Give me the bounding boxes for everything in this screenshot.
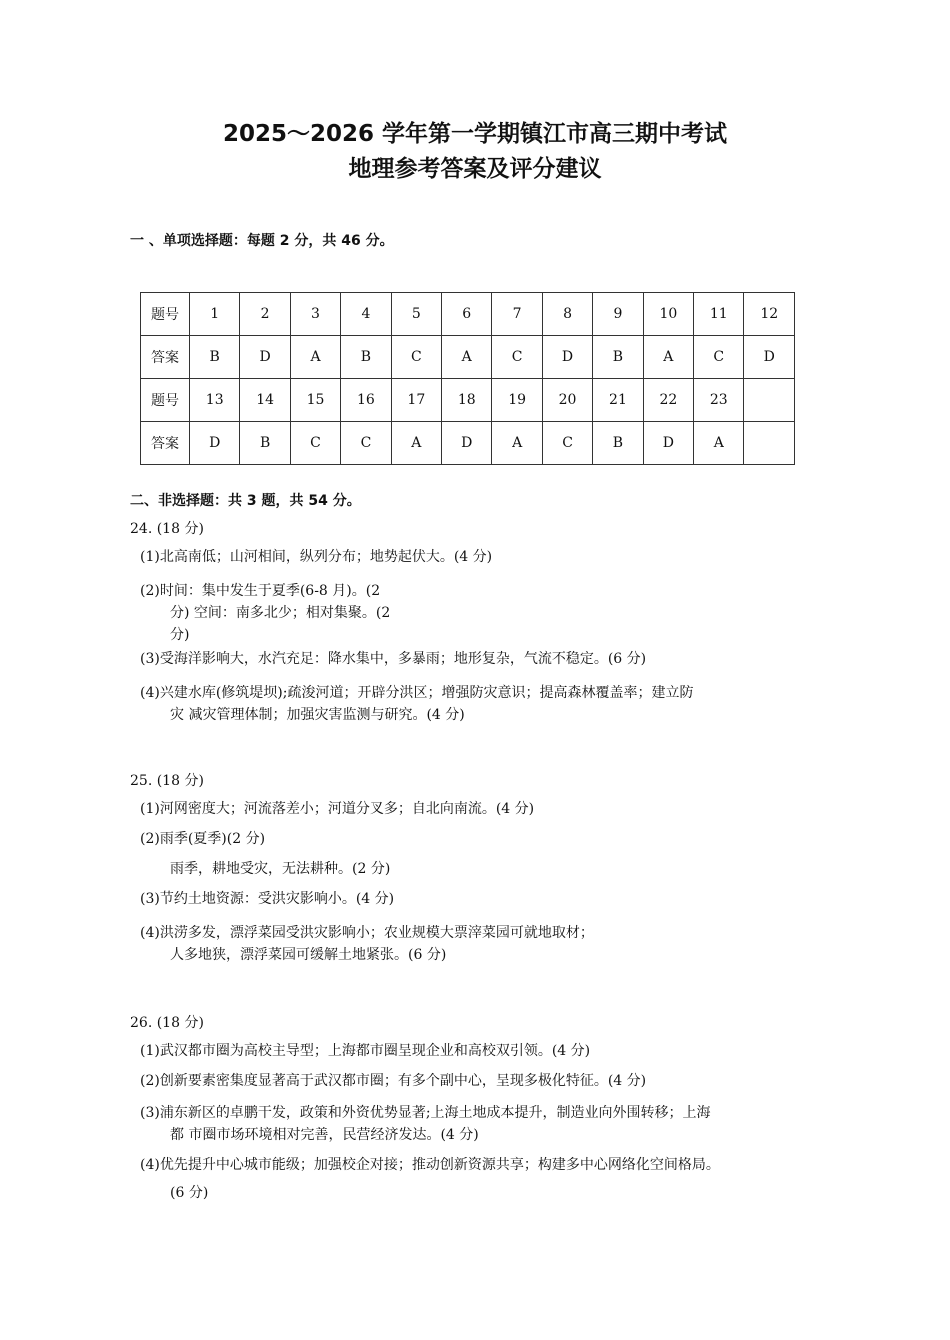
answer-table-cell: B — [593, 422, 643, 465]
answer-table — [140, 292, 795, 465]
q26-answer-2: (2)创新要素密集度显著高于武汉都市圈；有多个副中心，呈现多极化特征。(4 分) — [140, 1073, 647, 1089]
q25-answer-4 — [140, 922, 800, 966]
answer-table-cell: 8 — [542, 293, 592, 336]
answer-table-cell: A — [290, 336, 340, 379]
answer-table-cell: 7 — [492, 293, 542, 336]
answer-table-row-label: 答案 — [141, 336, 190, 379]
q25-answer-4-line1: (4)洪涝多发，漂浮菜园受洪灾影响小；农业规模大票滓菜园可就地取材； — [140, 925, 594, 941]
q25-answer-2 — [140, 828, 800, 880]
q25-header: 25. (18 分) — [130, 773, 204, 789]
section-1-heading: 一 、单项选择题：每题 2 分，共 46 分。 — [130, 233, 394, 249]
q26-answer-4-line2: (6 分) — [170, 1185, 209, 1201]
answer-table-cell: C — [341, 422, 391, 465]
q24-answer-2-line2: 分) 空间：南多北少；相对集聚。(2 — [170, 605, 391, 621]
answer-table-cell — [744, 422, 795, 465]
q25-answer-4-line2: 人多地狭，漂浮菜园可缓解土地紧张。(6 分) — [170, 947, 447, 963]
q25-answer-2-line1: (2)雨季(夏季)(2 分) — [140, 831, 266, 847]
answer-table-cell: 17 — [391, 379, 441, 422]
answer-table-cell: 21 — [593, 379, 643, 422]
answer-table-cell: 22 — [643, 379, 693, 422]
answer-table-row-label: 答案 — [141, 422, 190, 465]
q26-answer-4-line1: (4)优先提升中心城市能级；加强校企对接；推动创新资源共享；构建多中心网络化空间格局。 — [140, 1157, 720, 1173]
answer-table-cell: 2 — [240, 293, 290, 336]
answer-table-cell: 23 — [694, 379, 744, 422]
answer-table-cell: C — [391, 336, 441, 379]
q24-answer-4-line2: 灾 减灾管理体制；加强灾害监测与研究。(4 分) — [170, 707, 465, 723]
q26-answer-3-line2: 都 市圈市场环境相对完善，民营经济发达。(4 分) — [170, 1127, 479, 1143]
doc-subtitle: 地理参考答案及评分建议 — [348, 156, 602, 182]
answer-table-cell: B — [240, 422, 290, 465]
answer-table-cell: 18 — [442, 379, 492, 422]
answer-table-cell: 13 — [190, 379, 240, 422]
q26-answer-3-line1: (3)浦东新区的卓鹏干发，政策和外资优势显著;上海土地成本提升，制造业向外围转移；上海 — [140, 1105, 711, 1121]
answer-table-cell: 20 — [542, 379, 592, 422]
q26-answer-1: (1)武汉都市圈为高校主导型；上海都市圈呈现企业和高校双引领。(4 分) — [140, 1043, 591, 1059]
answer-table-cell: C — [694, 336, 744, 379]
q25-answer-2-line2: 雨季，耕地受灾，无法耕种。(2 分) — [170, 861, 391, 877]
q24-answer-2-line3: 分) — [170, 627, 190, 643]
answer-table-cell: D — [442, 422, 492, 465]
answer-table-cell: A — [492, 422, 542, 465]
answer-table-row — [141, 422, 795, 465]
answer-table-cell: 15 — [290, 379, 340, 422]
q24-answer-4-line1: (4)兴建水库(修筑堤坝);疏浚河道；开辟分洪区；增强防灾意识；提高森林覆盖率；建立防 — [140, 685, 694, 701]
answer-table-cell: 12 — [744, 293, 795, 336]
answer-table-cell: 19 — [492, 379, 542, 422]
answer-table-cell: D — [190, 422, 240, 465]
answer-table-cell: 1 — [190, 293, 240, 336]
answer-table-cell: D — [240, 336, 290, 379]
answer-table-cell: C — [492, 336, 542, 379]
q26-answer-3 — [140, 1102, 800, 1146]
q25-answer-3: (3)节约土地资源：受洪灾影响小。(4 分) — [140, 891, 395, 907]
doc-title: 2025～2026 学年第一学期镇江市高三期中考试 — [222, 121, 728, 147]
answer-table-row-label: 题号 — [141, 293, 190, 336]
answer-table-cell: C — [542, 422, 592, 465]
answer-table-row — [141, 379, 795, 422]
answer-table-row-label: 题号 — [141, 379, 190, 422]
q24-header: 24. (18 分) — [130, 521, 204, 537]
answer-table-row — [141, 293, 795, 336]
answer-table-cell: A — [442, 336, 492, 379]
answer-table-cell: 9 — [593, 293, 643, 336]
q24-answer-3: (3)受海洋影响大，水汽充足：降水集中，多暴雨；地形复杂，气流不稳定。(6 分) — [140, 651, 647, 667]
answer-table-cell: B — [190, 336, 240, 379]
q25-answer-1: (1)河网密度大；河流落差小；河道分叉多；自北向南流。(4 分) — [140, 801, 535, 817]
answer-table-cell: A — [643, 336, 693, 379]
q24-answer-1: (1)北高南低；山河相间，纵列分布；地势起伏大。(4 分) — [140, 549, 493, 565]
answer-table-cell: 10 — [643, 293, 693, 336]
answer-table-cell — [744, 379, 795, 422]
answer-table-cell: D — [542, 336, 592, 379]
answer-table-cell: 11 — [694, 293, 744, 336]
answer-table-cell: D — [744, 336, 795, 379]
q26-answer-4 — [140, 1154, 800, 1204]
answer-table-cell: B — [593, 336, 643, 379]
answer-table-cell: 14 — [240, 379, 290, 422]
q24-answer-2 — [140, 580, 800, 646]
answer-table-cell: 3 — [290, 293, 340, 336]
section-2-heading: 二、非选择题：共 3 题，共 54 分。 — [130, 493, 361, 509]
answer-table-cell: D — [643, 422, 693, 465]
answer-table-row — [141, 336, 795, 379]
answer-table-cell: A — [694, 422, 744, 465]
answer-table-cell: B — [341, 336, 391, 379]
answer-table-cell: 16 — [341, 379, 391, 422]
q24-answer-2-line1: (2)时间：集中发生于夏季(6-8 月)。(2 — [140, 583, 381, 599]
answer-table-cell: 5 — [391, 293, 441, 336]
q24-answer-4 — [140, 682, 800, 726]
answer-table-cell: 4 — [341, 293, 391, 336]
answer-table-cell: C — [290, 422, 340, 465]
q26-header: 26. (18 分) — [130, 1015, 204, 1031]
answer-table-cell: A — [391, 422, 441, 465]
answer-table-cell: 6 — [442, 293, 492, 336]
